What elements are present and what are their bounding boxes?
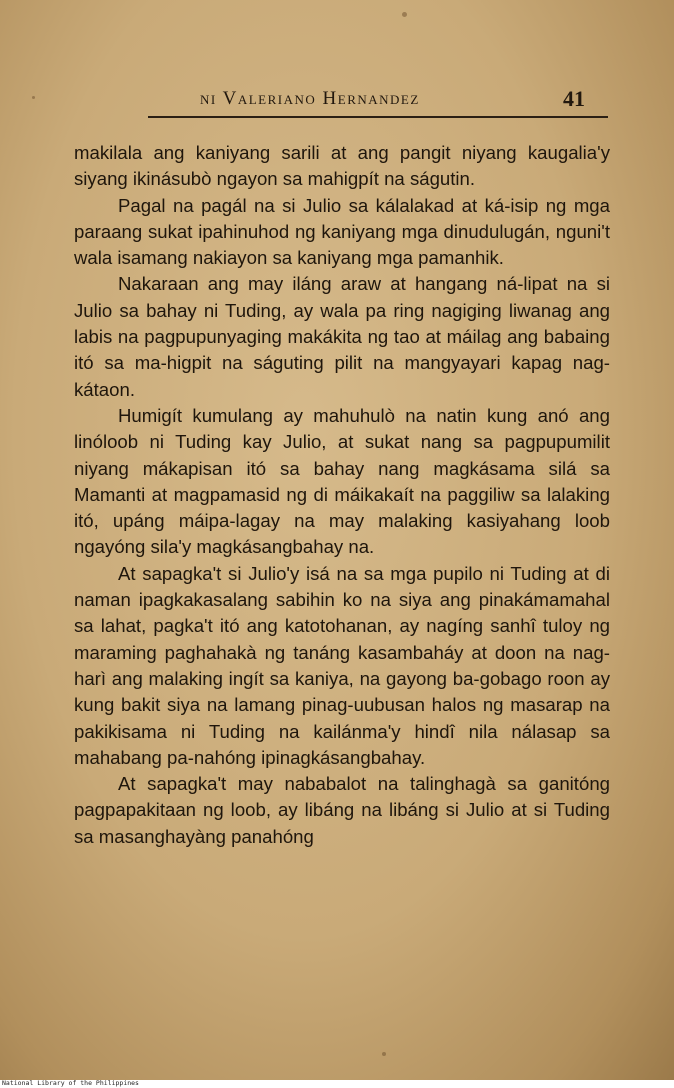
paragraph: Pagal na pagál na si Julio sa kálalakad at ká-isip ng mga paraang sukat ipahinuhod ng kaniyang mga dinudulugán, nguni't wala isamang nakiayon sa kaniyang mga pamanhik. [74,194,610,269]
paragraph: Nakaraan ang may iláng araw at hangang ná-lipat na si Julio sa bahay ni Tuding, ay wala pa ring nagiging liwanag ang labis na pagpupunyaging makákita ng tao at máilag ang babaing itó sa ma-higpit na ságuting pilit na mangyayari kapag nag-kátaon. [74,273,610,400]
body-text [74,140,610,850]
running-head: ni Valeriano Hernandez [200,88,420,109]
paragraph: Humigít kumulang ay mahuhulò na natin kung anó ang linóloob ni Tuding kay Julio, at sukat nang sa pagpupumilit niyang mákapisan itó sa bahay nang magkásama silá sa Mamanti at magpamasid ng di máikakaít na paggiliw sa lalaking itó, upáng máipa-lagay na may malaking kasiyahang loob ngayóng sila'y magkásangbahay na. [74,404,610,558]
paragraph: makilala ang kaniyang sarili at ang pangit niyang kaugalia'y siyang ikinásubò ngayon sa mahigpít na ságutin. [74,142,610,190]
page-number: 41 [563,86,585,111]
paper-spot [32,96,35,99]
header-rule [148,116,608,118]
library-credit: National Library of the Philippines [2,1079,139,1087]
paragraph: At sapagka't may nababalot na talinghagà sa ganitóng pagpapakitaan ng loob, ay libáng na libáng si Julio at si Tuding sa masanghayàng panahóng [74,773,610,847]
paper-spot [402,12,407,17]
paragraph: At sapagka't si Julio'y isá na sa mga pupilo ni Tuding at di naman ipagkakasalang sabihin ko na siya ang pinakámamahal sa lahat, pagka't itó ang katotohanan, ay nagíng sanhî tuloy ng maraming paghahakà ng tanáng kasambaháy at doon na nag-harì ang malaking ingít sa kaniya, na gayong ba-gobago roon ay kung bakit siya na lamang pinag-uubusan halos ng masarap na pakikisama ni Tuding na kailánma'y hindî nila nálasap sa mahabang pa-nahóng ipinagkásangbahay. [74,562,610,768]
paper-spot [382,1052,386,1056]
page-header [200,88,615,114]
